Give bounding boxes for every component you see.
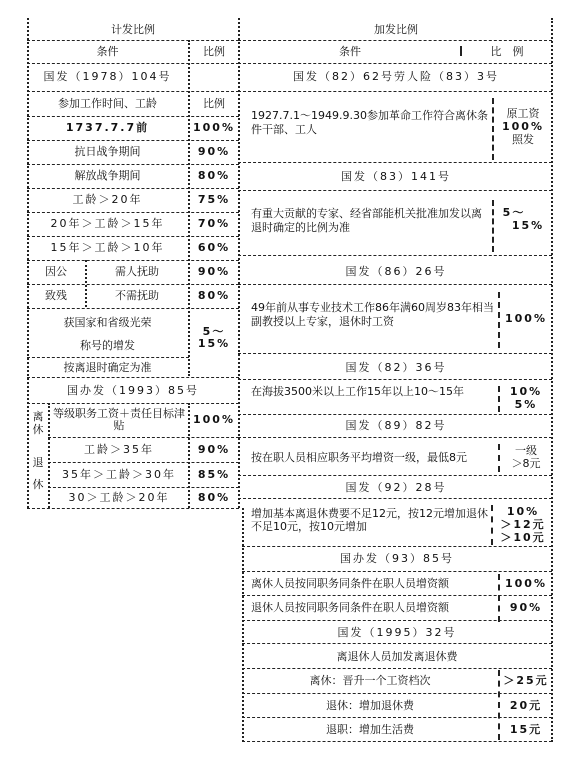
incr-ratio-3: ＞10元 bbox=[500, 531, 546, 544]
veteran-ratio-1: 原工资 bbox=[506, 107, 540, 120]
divider bbox=[27, 116, 239, 117]
care-noneed-ratio: 80% bbox=[197, 289, 231, 302]
right-col-ratio: 比 例 bbox=[490, 45, 524, 58]
row-b-condition: 工龄＞35年 bbox=[84, 443, 154, 456]
prof-condition: 49年前从事专业技术工作86年满60周岁83年相当副教授以上专家，退休时工资 bbox=[251, 301, 494, 328]
row-b-ratio: 100% bbox=[193, 413, 235, 426]
divider bbox=[27, 40, 239, 41]
divider bbox=[238, 353, 552, 354]
divider bbox=[238, 190, 552, 191]
row-a-condition: 工龄＞20年 bbox=[72, 193, 143, 206]
plateau-condition: 在海拔3500米以上工作15年以上10～15年 bbox=[251, 385, 464, 398]
divider bbox=[242, 595, 552, 596]
fee-title: 离退休人员加发离退休费 bbox=[336, 650, 458, 663]
divider bbox=[48, 487, 239, 488]
injury-label-1: 因公 bbox=[45, 265, 67, 278]
divider bbox=[27, 284, 239, 285]
divider bbox=[238, 91, 552, 92]
incr-ratio-2: ＞12元 bbox=[500, 518, 546, 531]
right-table-title: 加发比例 bbox=[374, 23, 418, 36]
row-a-condition: 20年＞工龄＞15年 bbox=[50, 217, 165, 230]
row-b-condition: 等级职务工资＋责任目标津贴 bbox=[53, 407, 185, 432]
injury-label-2: 致残 bbox=[45, 289, 67, 302]
divider bbox=[27, 212, 239, 213]
divider bbox=[27, 140, 239, 141]
divider bbox=[27, 403, 239, 404]
left-sub-ratio: 比例 bbox=[203, 97, 225, 110]
doc-ref-82-36: 国发（82）36号 bbox=[345, 361, 447, 374]
expert-condition: 有重大贡献的专家、经省部能机关批准加发以离退时确定的比例为准 bbox=[251, 207, 482, 234]
left-col-condition: 条件 bbox=[96, 45, 119, 58]
divider bbox=[27, 91, 239, 92]
divider bbox=[238, 414, 552, 415]
row-b-condition: 30＞工龄＞20年 bbox=[68, 491, 170, 504]
row-93-text: 离休人员按同职务同条件在职人员增资额 bbox=[251, 577, 449, 590]
expert-ratio-1: 5～ bbox=[502, 206, 526, 219]
divider bbox=[238, 255, 552, 256]
divider bbox=[27, 508, 239, 509]
veteran-ratio-3: 照发 bbox=[512, 133, 534, 146]
row-b-ratio: 85% bbox=[197, 468, 231, 481]
row-1995-ratio: 15元 bbox=[509, 723, 543, 736]
care-noneed: 不需抚助 bbox=[115, 289, 159, 302]
avg-ratio-2: ＞8元 bbox=[511, 457, 541, 470]
row-93-ratio: 100% bbox=[505, 577, 547, 590]
row-b-condition: 35年＞工龄＞30年 bbox=[62, 468, 176, 481]
left-sub-condition: 参加工作时间、工龄 bbox=[58, 97, 157, 110]
divider bbox=[27, 188, 239, 189]
divider bbox=[27, 357, 189, 358]
row-a-condition: 解放战争期间 bbox=[74, 169, 141, 182]
divider bbox=[238, 284, 552, 285]
divider bbox=[27, 164, 239, 165]
row-a-condition: 1737.7.7前 bbox=[65, 121, 150, 134]
incr-ratio-1: 10% bbox=[506, 505, 540, 518]
divider bbox=[238, 475, 552, 476]
row-a-condition: 15年＞工龄＞10年 bbox=[50, 241, 165, 254]
divider bbox=[238, 437, 552, 438]
divider bbox=[238, 40, 552, 41]
divider bbox=[27, 236, 239, 237]
incr-condition: 增加基本离退休费要不足12元，按12元增加退休不足10元，按10元增加 bbox=[251, 507, 488, 533]
doc-ref-1993: 国办发（1993）85号 bbox=[67, 384, 199, 397]
plateau-ratio-1: 10% bbox=[509, 385, 543, 398]
veteran-ratio-2: 100% bbox=[502, 120, 544, 133]
row-1995-text: 退休：增加退休费 bbox=[326, 699, 414, 712]
plateau-ratio-2: 5% bbox=[514, 398, 538, 411]
divider bbox=[242, 717, 552, 718]
side-label-tuixiu: 退休 bbox=[32, 456, 44, 491]
divider bbox=[242, 620, 552, 621]
row-a-ratio: 75% bbox=[197, 193, 231, 206]
row-a-ratio: 70% bbox=[197, 217, 231, 230]
row-93-text: 退休人员按同职务同条件在职人员增资额 bbox=[251, 601, 449, 614]
row-1995-text: 离休：晋升一个工资档次 bbox=[309, 674, 431, 687]
doc-ref-82-62: 国发（82）62号劳人险（83）3号 bbox=[293, 70, 499, 83]
prof-ratio: 100% bbox=[505, 312, 547, 325]
doc-ref-89-82: 国发（89）82号 bbox=[345, 419, 447, 432]
row-b-ratio: 90% bbox=[197, 443, 231, 456]
doc-ref-86-26: 国发（86）26号 bbox=[345, 265, 447, 278]
row-a-ratio: 60% bbox=[197, 241, 231, 254]
row-93-ratio: 90% bbox=[509, 601, 543, 614]
care-need: 需人抚助 bbox=[115, 265, 159, 278]
divider bbox=[27, 377, 239, 378]
divider bbox=[48, 462, 239, 463]
right-col-condition: 条件 bbox=[339, 45, 361, 58]
row-1995-ratio: 20元 bbox=[509, 699, 543, 712]
divider bbox=[27, 308, 239, 309]
row-1995-text: 退职：增加生活费 bbox=[326, 723, 414, 736]
row-a-ratio: 80% bbox=[197, 169, 231, 182]
honor-ratio-2: 15% bbox=[197, 337, 231, 350]
retire-by-note: 按离退时确定为准 bbox=[63, 361, 152, 374]
avg-ratio-1: 一级 bbox=[515, 444, 537, 457]
doc-ref-1978: 国发（1978）104号 bbox=[43, 70, 172, 83]
divider bbox=[242, 643, 552, 644]
divider bbox=[242, 546, 552, 547]
right-ratio-divider bbox=[491, 505, 493, 545]
divider bbox=[27, 260, 239, 261]
divider bbox=[242, 741, 552, 742]
avg-condition: 按在职人员相应职务平均增资一级，最低8元 bbox=[251, 451, 467, 464]
honor-line-2: 称号的增发 bbox=[80, 339, 135, 352]
divider bbox=[242, 668, 552, 669]
left-table-title: 计发比例 bbox=[111, 23, 155, 36]
row-a-condition: 抗日战争期间 bbox=[74, 145, 141, 158]
honor-ratio-1: 5～ bbox=[202, 325, 226, 338]
veteran-condition: 1927.7.1～1949.9.30参加革命工作符合离休条件干部、工人 bbox=[251, 109, 488, 136]
doc-ref-83-141: 国发（83）141号 bbox=[341, 170, 451, 183]
row-1995-ratio: ＞25元 bbox=[503, 674, 549, 687]
honor-line-1: 获国家和省级光荣 bbox=[63, 316, 152, 329]
doc-ref-92-28: 国发（92）28号 bbox=[345, 481, 447, 494]
doc-ref-93-85: 国办发（93）85号 bbox=[340, 552, 454, 565]
left-col-ratio: 比例 bbox=[203, 45, 225, 58]
divider bbox=[238, 63, 552, 64]
divider bbox=[238, 498, 552, 499]
row-a-ratio: 90% bbox=[197, 145, 231, 158]
divider bbox=[242, 571, 552, 572]
care-need-ratio: 90% bbox=[197, 265, 231, 278]
row-a-ratio: 100% bbox=[193, 121, 235, 134]
doc-ref-1995: 国发（1995）32号 bbox=[337, 626, 457, 639]
divider bbox=[48, 437, 239, 438]
divider bbox=[238, 162, 552, 163]
row-b-ratio: 80% bbox=[197, 491, 231, 504]
side-label-lixiu: 离休 bbox=[32, 410, 44, 436]
divider bbox=[27, 63, 239, 64]
divider bbox=[238, 379, 552, 380]
expert-ratio-2: 15% bbox=[511, 219, 545, 232]
divider bbox=[242, 693, 552, 694]
